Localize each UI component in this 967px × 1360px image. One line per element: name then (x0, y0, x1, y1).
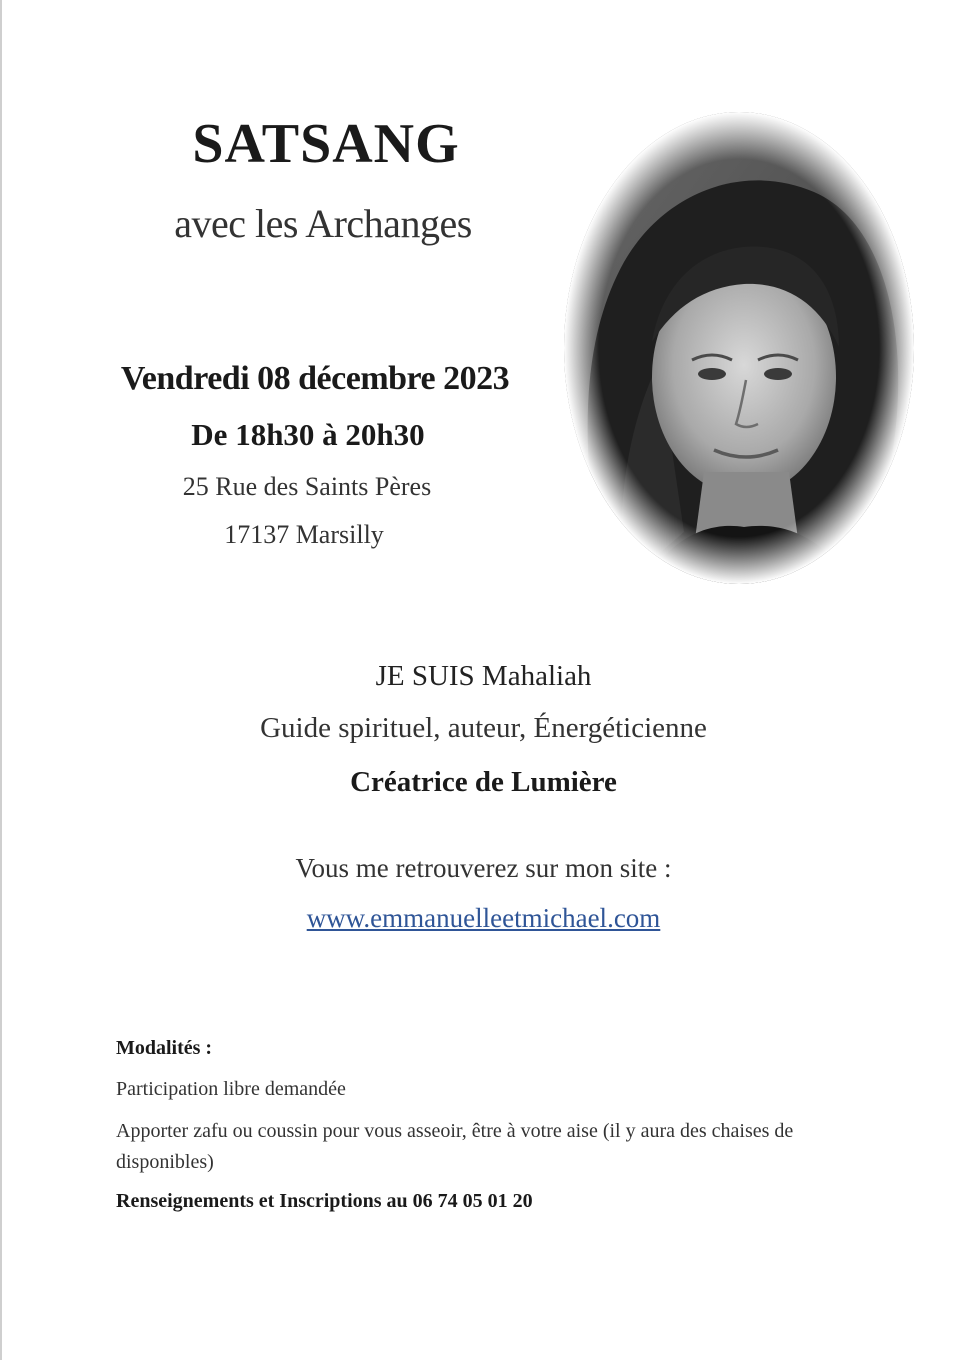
contact-phone-line: Renseignements et Inscriptions au 06 74 05 01 20 (116, 1190, 533, 1212)
portrait-photo (564, 112, 914, 584)
page-title: SATSANG (192, 113, 460, 175)
page-subtitle: avec les Archanges (174, 201, 472, 246)
host-roles: Guide spirituel, auteur, Énergéticienne (260, 712, 707, 744)
host-tagline: Créatrice de Lumière (350, 766, 617, 798)
details-item-participation: Participation libre demandée (116, 1078, 346, 1100)
website-intro: Vous me retrouverez sur mon site : (295, 853, 672, 883)
website-link[interactable]: www.emmanuelleetmichael.com (306, 903, 661, 933)
website-block (0, 903, 967, 934)
event-time: De 18h30 à 20h30 (191, 417, 425, 452)
host-name: JE SUIS Mahaliah (375, 660, 592, 692)
event-address-city: 17137 Marsilly (224, 520, 384, 549)
event-date: Vendredi 08 décembre 2023 (120, 360, 510, 397)
details-item-cushion: Apporter zafu ou coussin pour vous asseoir, être à votre aise (il y aura des chaises de disponibles) (116, 1120, 794, 1173)
details-heading: Modalités : (116, 1037, 213, 1059)
event-address-street: 25 Rue des Saints Pères (182, 472, 432, 501)
